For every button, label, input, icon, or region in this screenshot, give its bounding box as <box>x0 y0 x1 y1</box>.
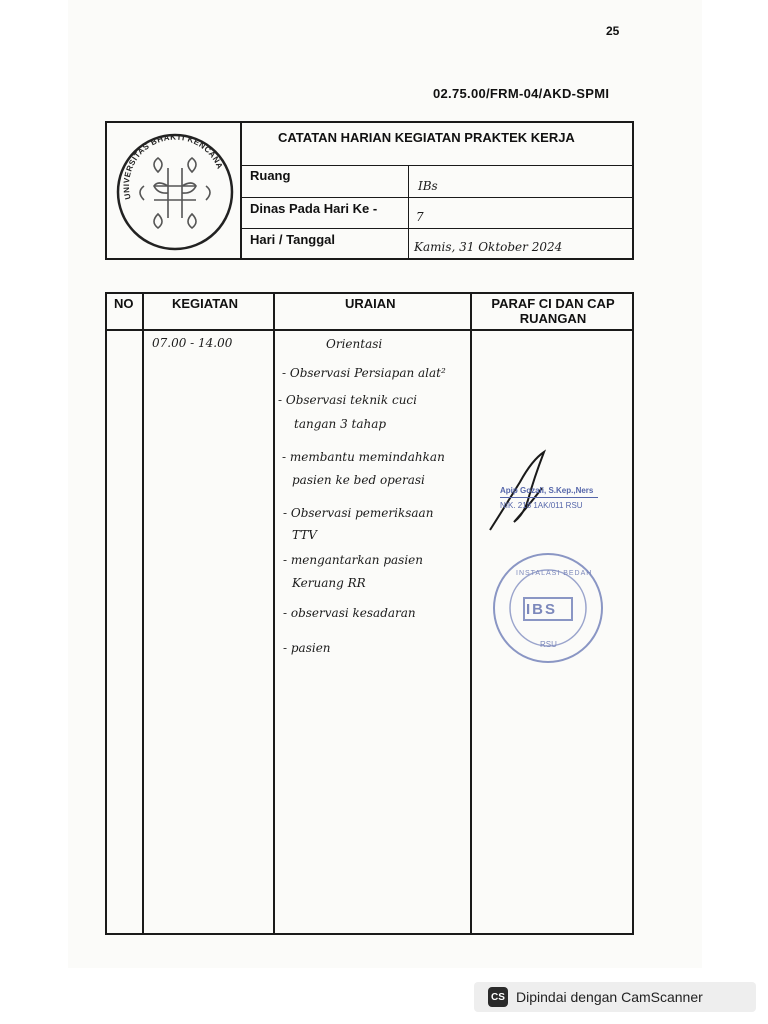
signer-underline <box>500 497 598 498</box>
value-hari-tanggal: Kamis, 31 Oktober 2024 <box>414 240 563 254</box>
camscanner-watermark <box>474 982 756 1012</box>
stamp-text-center: IBS <box>526 601 558 618</box>
uraian-line: pasien ke bed operasi <box>292 473 425 487</box>
signer-nik: NIK. 218 1AK/011 RSU <box>500 501 583 510</box>
value-dinas-hari: 7 <box>416 210 424 224</box>
uraian-line: - membantu memindahkan <box>282 450 445 464</box>
form-code: 02.75.00/FRM-04/AKD-SPMI <box>433 86 610 101</box>
uraian-line: - Observasi pemeriksaan <box>283 506 434 520</box>
col-header-kegiatan: KEGIATAN <box>172 296 238 311</box>
camscanner-icon: CS <box>488 987 508 1007</box>
uraian-line: - pasien <box>283 641 331 655</box>
col-header-paraf: PARAF CI DAN CAP RUANGAN <box>491 296 615 326</box>
value-ruang: IBs <box>418 179 438 193</box>
form-title: CATATAN HARIAN KEGIATAN PRAKTEK KERJA <box>278 130 575 145</box>
signer-name: Apip Gozali, S.Kep.,Ners <box>500 486 594 495</box>
label-hari-tanggal: Hari / Tanggal <box>250 232 335 247</box>
university-logo <box>110 124 240 254</box>
uraian-line: - Observasi teknik cuci <box>278 393 417 407</box>
uraian-line: - Observasi Persiapan alat² <box>282 366 446 380</box>
kegiatan-time: 07.00 - 14.00 <box>152 336 233 350</box>
col-header-uraian: URAIAN <box>345 296 396 311</box>
uraian-line: Keruang RR <box>292 576 366 590</box>
logo-ring-text: UNIVERSITAS BHAKTI KENCANA <box>121 132 225 201</box>
uraian-line: tangan 3 tahap <box>294 417 387 431</box>
uraian-line: TTV <box>292 528 317 542</box>
col-header-no: NO <box>114 296 134 311</box>
page-number: 25 <box>606 24 620 38</box>
camscanner-label: Dipindai dengan CamScanner <box>516 989 703 1005</box>
uraian-line: - observasi kesadaran <box>283 606 416 620</box>
label-ruang: Ruang <box>250 168 291 183</box>
label-dinas-hari: Dinas Pada Hari Ke - <box>250 201 378 216</box>
stamp-text-bottom: RSU <box>540 640 557 649</box>
stamp-text-top: INSTALASI BEDAH <box>516 570 593 577</box>
uraian-line: Orientasi <box>326 337 383 351</box>
uraian-line: - mengantarkan pasien <box>283 553 423 567</box>
